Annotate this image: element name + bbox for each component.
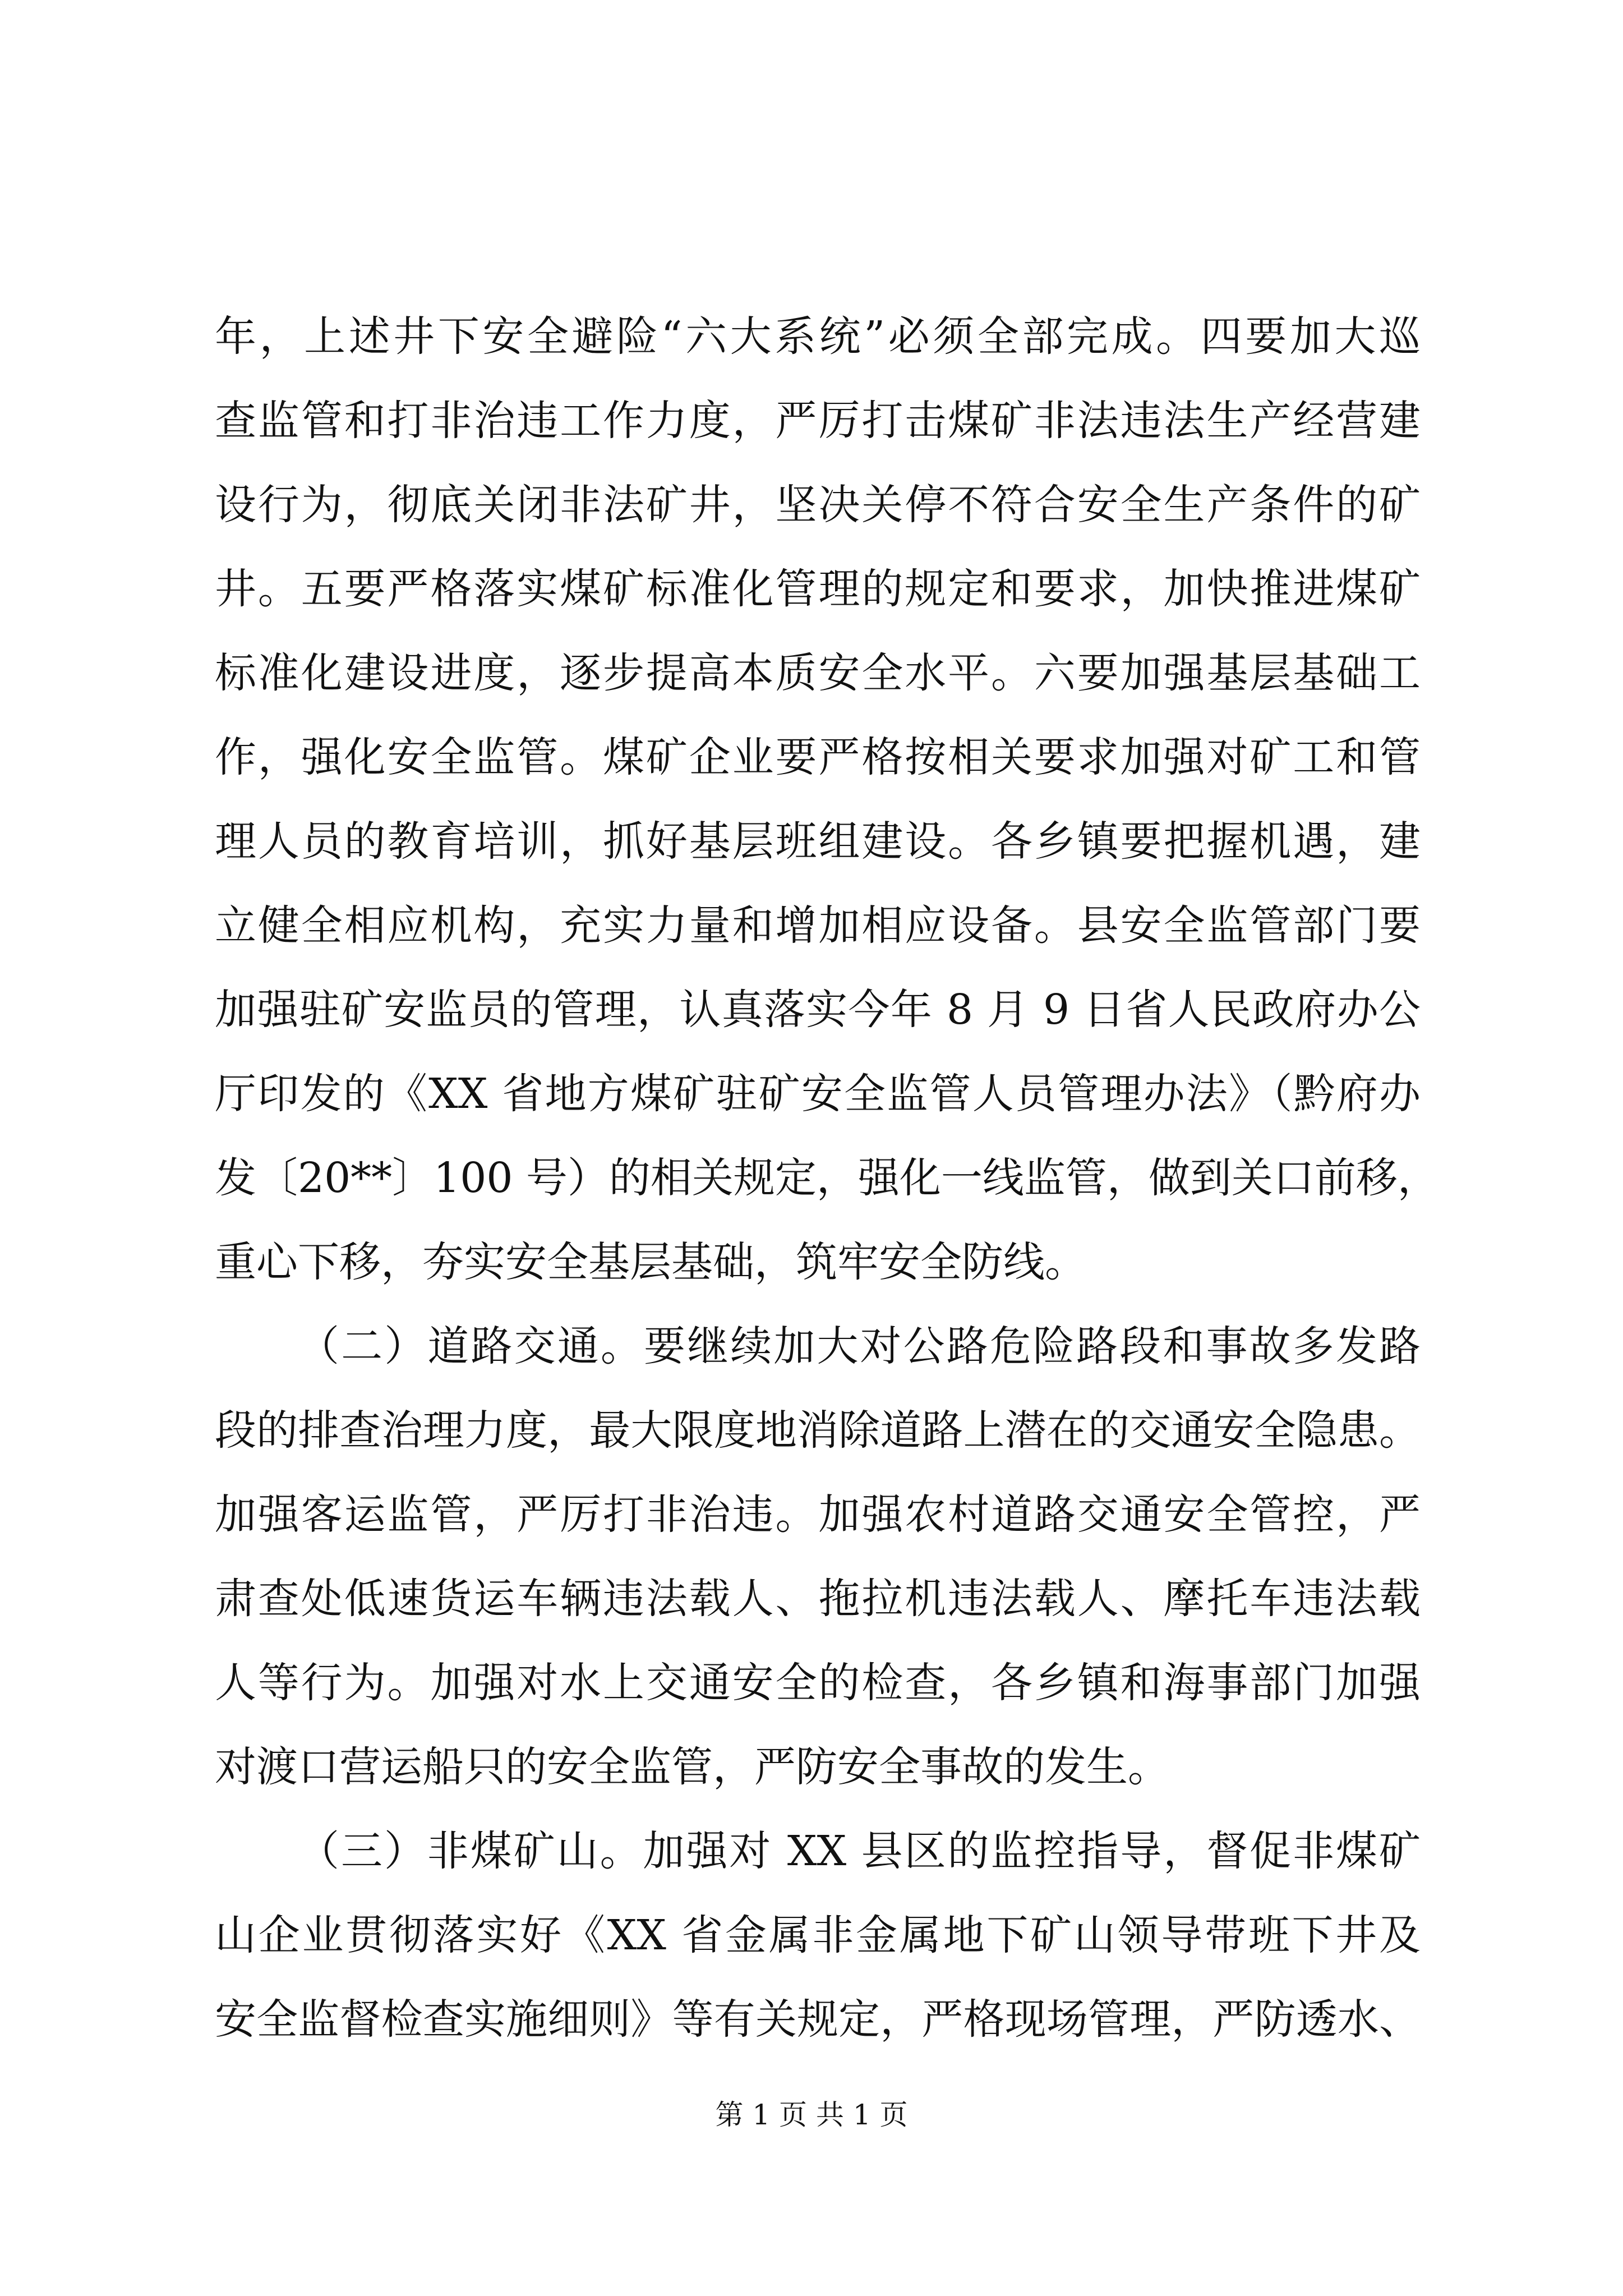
text-line: 理人员的教育培训，抓好基层班组建设。各乡镇要把握机遇，建	[215, 817, 1421, 866]
text-line: 立健全相应机构，充实力量和增加相应设备。县安全监管部门要	[215, 901, 1421, 950]
text-line: 重心下移，夯实安全基层基础，筑牢安全防线。	[215, 1238, 1086, 1286]
text-line: 加强驻矿安监员的管理，认真落实今年 8 月 9 日省人民政府办公	[215, 986, 1421, 1034]
document-body	[215, 295, 1439, 2062]
text-line: 井。五要严格落实煤矿标准化管理的规定和要求，加快推进煤矿	[215, 565, 1421, 613]
text-line: 人等行为。加强对水上交通安全的检查，各乡镇和海事部门加强	[215, 1659, 1421, 1707]
text-line: 发〔20**〕100 号）的相关规定，强化一线监管，做到关口前移，	[215, 1154, 1439, 1202]
text-line: 查监管和打非治违工作力度，严厉打击煤矿非法违法生产经营建	[215, 397, 1421, 445]
text-line: 厅印发的《XX 省地方煤矿驻矿安全监管人员管理办法》（黔府办	[215, 1070, 1421, 1118]
text-line: 年，上述井下安全避险“六大系统”必须全部完成。四要加大巡	[215, 312, 1421, 361]
section-heading-line: （二）道路交通。要继续加大对公路危险路段和事故多发路	[298, 1322, 1421, 1370]
section-heading-line: （三）非煤矿山。加强对 XX 县区的监控指导，督促非煤矿	[298, 1827, 1421, 1875]
text-line: 标准化建设进度，逐步提高本质安全水平。六要加强基层基础工	[215, 649, 1421, 697]
page-number-footer: 第 1 页 共 1 页	[715, 2099, 908, 2131]
text-line: 段的排查治理力度，最大限度地消除道路上潜在的交通安全隐患。	[215, 1406, 1421, 1455]
text-line: 肃查处低速货运车辆违法载人、拖拉机违法载人、摩托车违法载	[215, 1575, 1421, 1623]
text-line: 山企业贯彻落实好《XX 省金属非金属地下矿山领导带班下井及	[215, 1911, 1421, 1959]
text-line: 安全监督检查实施细则》等有关规定，严格现场管理，严防透水、	[215, 1995, 1421, 2044]
text-line: 加强客运监管，严厉打非治违。加强农村道路交通安全管控，严	[215, 1490, 1421, 1539]
text-line: 设行为，彻底关闭非法矿井，坚决关停不符合安全生产条件的矿	[215, 481, 1421, 529]
text-line: 对渡口营运船只的安全监管，严防安全事故的发生。	[215, 1743, 1169, 1791]
text-line: 作，强化安全监管。煤矿企业要严格按相关要求加强对矿工和管	[215, 733, 1421, 781]
